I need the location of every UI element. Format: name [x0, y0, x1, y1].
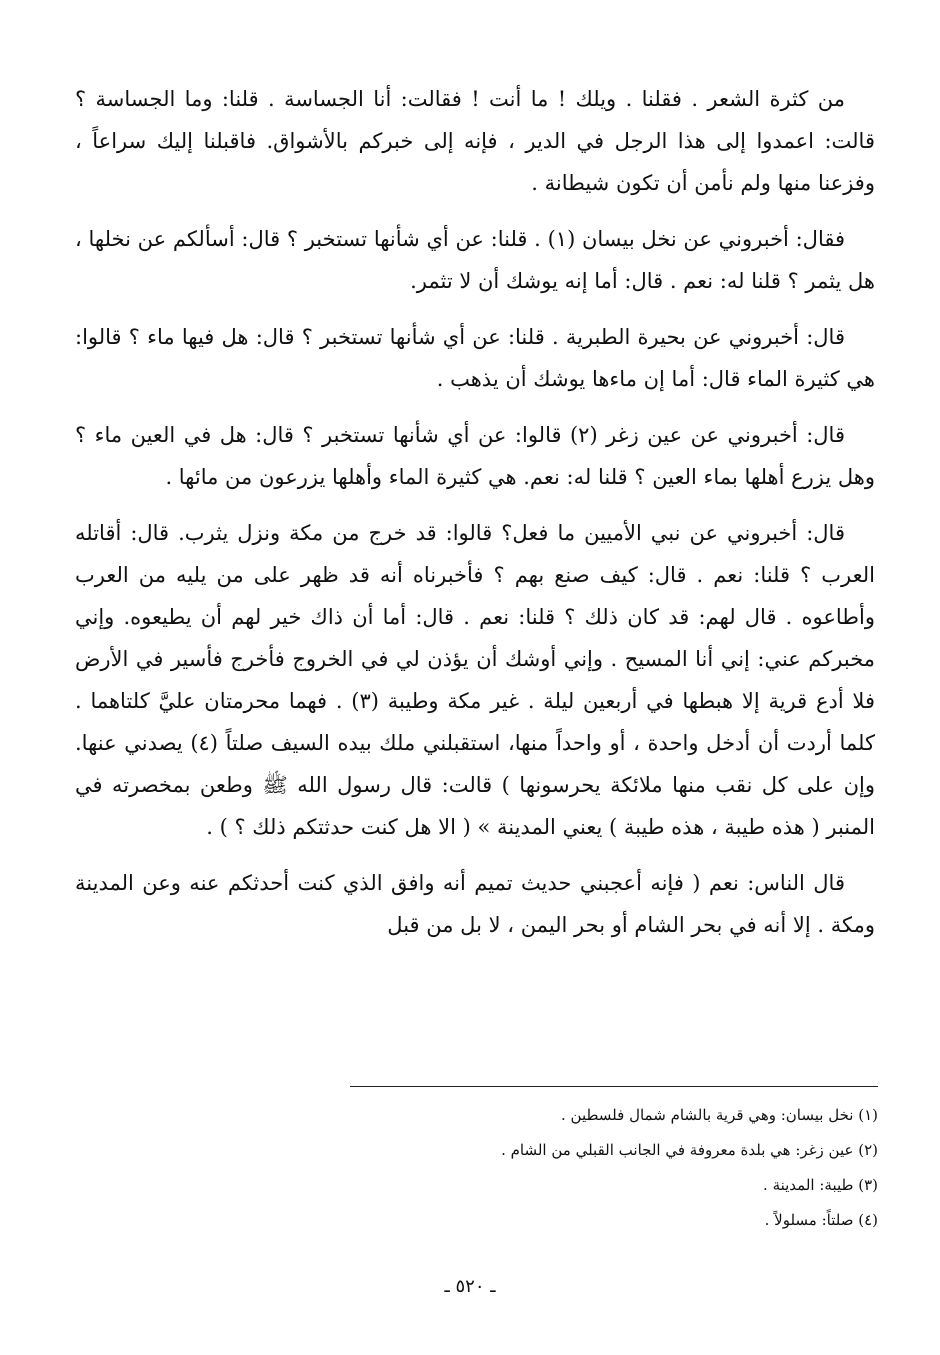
footnote-1: (١) نخل بيسان: وهي قرية بالشام شمال فلسطين . [561, 1106, 878, 1124]
paragraph-3: قال: أخبروني عن بحيرة الطبرية . قلنا: عن أي شأنها تستخبر ؟ قال: هل فيها ماء ؟ قالوا: هي كثيرة الماء قال: أما إن ماءها يوشك أن يذهب . [75, 325, 875, 391]
footnotes [150, 1098, 878, 1238]
paragraph-1: من كثرة الشعر . فقلنا . ويلك ! ما أنت ! فقالت: أنا الجساسة . قلنا: وما الجساسة ؟ قالت: اعمدوا إلى هذا الرجل في الدير ، فإنه إلى خبركم بالأشواق. فاقبلنا إليك سراعاً ، وفزعنا منها ولم نأمن أن تكون شيطانة . [75, 87, 875, 195]
page-number: ـ ٥٢٠ ـ [444, 1276, 496, 1297]
paragraph-4: قال: أخبروني عن عين زغر (٢) قالوا: عن أي شأنها تستخبر ؟ قال: هل في العين ماء ؟ وهل يزرع أهلها بماء العين ؟ قلنا له: نعم. هي كثيرة الماء وأهلها يزرعون من مائها . [75, 423, 875, 489]
footnote-4: (٤) صلتاً: مسلولاً . [764, 1211, 878, 1229]
paragraph-5: قال: أخبروني عن نبي الأميين ما فعل؟ قالوا: قد خرج من مكة ونزل يثرب. قال: أقاتله العرب ؟ قلنا: نعم . قال: كيف صنع بهم ؟ فأخبرناه أنه قد ظهر على من يليه من العرب وأطاعوه . قال لهم: قد كان ذلك ؟ قلنا: نعم . قال: أما أن ذاك خير لهم أن يطيعوه. وإني مخبركم عني: إني أنا المسيح . وإني أوشك أن يؤذن لي في الخروج فأخرج فأسير في الأرض فلا أدع قرية إلا هبطها في أربعين ليلة . غير مكة وطيبة (٣) . فهما محرمتان عليَّ كلتاهما . كلما أردت أن أدخل واحدة ، أو واحداً منها، استقبلني ملك بيده السيف صلتاً (٤) يصدني عنها. وإن على كل نقب منها ملائكة يحرسونها ) قالت: قال رسول الله ﷺ وطعن بمخصرته في المنبر ( هذه طيبة ، هذه طيبة ) يعني المدينة » ( الا هل كنت حدثتكم ذلك ؟ ) . [75, 521, 876, 839]
main-text [75, 78, 875, 960]
paragraph-2: فقال: أخبروني عن نخل بيسان (١) . قلنا: عن أي شأنها تستخبر ؟ قال: أسألكم عن نخلها ، هل يثمر ؟ قلنا له: نعم . قال: أما إنه يوشك أن لا تثمر. [75, 227, 875, 293]
footnote-3: (٣) طيبة: المدينة . [763, 1176, 878, 1194]
footnote-divider [350, 1086, 878, 1087]
paragraph-6: قال الناس: نعم ( فإنه أعجبني حديث تميم أنه وافق الذي كنت أحدثكم عنه وعن المدينة ومكة . إلا أنه في بحر الشام أو بحر اليمن ، لا بل من قبل [75, 871, 875, 937]
footnote-2: (٢) عين زغر: هي بلدة معروفة في الجانب القبلي من الشام . [501, 1141, 878, 1159]
